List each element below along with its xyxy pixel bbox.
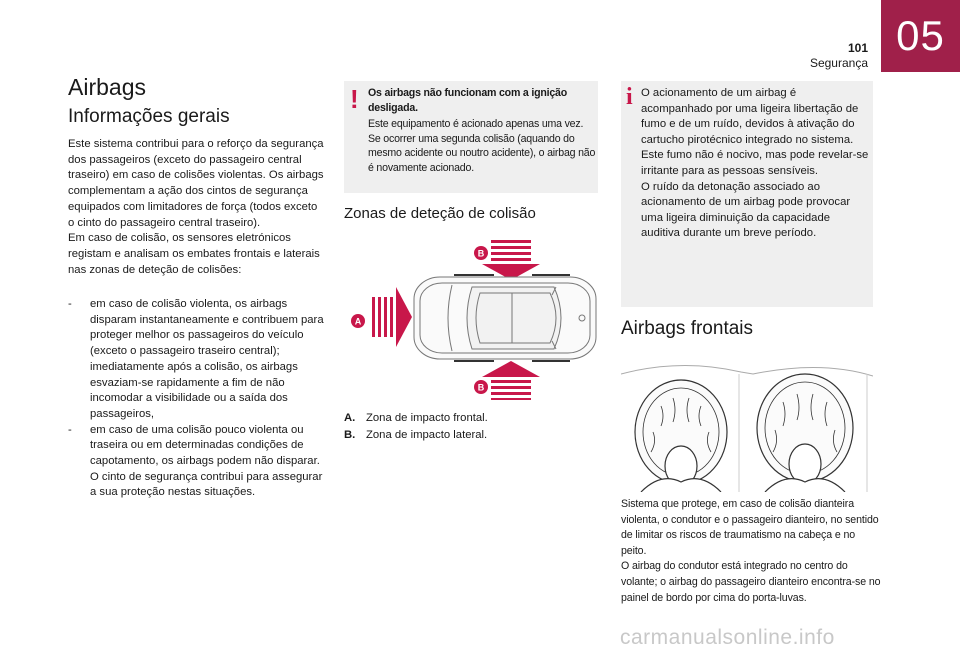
page-number: 101: [847, 41, 868, 55]
legend-item: A. Zona de impacto frontal.: [344, 412, 488, 424]
bullet-dash: -: [68, 423, 72, 436]
intro-text: [68, 137, 324, 278]
lateral-impact-arrow-bottom: [482, 361, 540, 400]
frontal-paragraph: O airbag do condutor está integrado no centro do volante; o airbag do passageiro dianteiro encontra-se no painel de bordo por cima do porta-luvas.: [621, 560, 881, 604]
zones-legend: [344, 410, 488, 444]
label-badge-b-top: [474, 246, 488, 260]
info-icon: i: [626, 84, 633, 110]
warning-title: Os airbags não funcionam com a ignição desligada.: [368, 87, 568, 114]
badge-letter: B: [477, 382, 485, 393]
label-badge-b-bottom: [474, 380, 488, 394]
page-title: Airbags: [68, 74, 146, 100]
intro-paragraph: Em caso de colisão, os sensores eletrónicos registam e analisam os embates frontais e laterais nas zonas de deteção de colisões:: [68, 232, 320, 276]
legend-item: B. Zona de impacto lateral.: [344, 429, 488, 441]
intro-paragraph: Este sistema contribui para o reforço da segurança dos passageiros (exceto do passageiro central traseiro) em caso de colisões violentas. Os airbags complementam a ação dos cintos de segurança equipados com limitadores de força (todos exceto o cinto do passageiro central traseiro).: [68, 138, 324, 229]
frontal-impact-arrow: [372, 287, 412, 347]
chapter-tab: 05: [881, 0, 960, 72]
list-item-text: em caso de uma colisão pouco violenta ou traseira ou em determinadas condições de capotamento, os airbags podem não disparar. O cinto de segurança contribui para assegurar a sua proteção nestas situações.: [90, 423, 323, 499]
frontal-airbags-title: Airbags frontais: [621, 318, 754, 339]
info-text: [641, 86, 869, 242]
frontal-airbags-text: [621, 497, 881, 606]
collision-zones-figure: [344, 235, 598, 400]
frontal-paragraph: Sistema que protege, em caso de colisão dianteira violenta, o condutor e o passageiro dianteiro, no sentido de limitar os riscos de traumatismo na cabeça e no peito.: [621, 498, 879, 557]
section-name: Segurança: [809, 56, 868, 70]
info-paragraph: Este fumo não é nocivo, mas pode revelar-se irritante para as pessoas sensíveis.: [641, 149, 869, 177]
car-top-view: [414, 275, 596, 361]
info-paragraph: O ruído da detonação associado ao acionamento de um airbag pode provocar uma ligeira diminuição da capacidade auditiva durante um breve período.: [641, 180, 851, 240]
list-item: [68, 423, 324, 502]
frontal-airbags-figure: [621, 354, 873, 492]
list-item: [68, 297, 324, 423]
watermark: carmanualsonline.info: [620, 626, 835, 649]
bullet-list: [68, 297, 324, 501]
badge-letter: B: [477, 248, 485, 259]
warning-text: Este equipamento é acionado apenas uma vez. Se ocorrer uma segunda colisão (aquando do mesmo acidente ou noutro acidente), o airbag não é novamente acionado.: [368, 118, 596, 174]
label-badge-a: [351, 314, 365, 328]
warning-icon: !: [350, 84, 359, 114]
bullet-dash: -: [68, 298, 72, 310]
info-paragraph: O acionamento de um airbag é acompanhado por uma ligeira libertação de fumo e de um ruído, devidos à ativação do cartucho pirotécnico integrado no sistema.: [641, 87, 859, 146]
badge-letter: A: [354, 316, 362, 327]
section-subtitle: Informações gerais: [68, 106, 230, 127]
zones-title: Zonas de deteção de colisão: [344, 205, 536, 222]
list-item-text: em caso de colisão violenta, os airbags disparam instantaneamente e contribuem para proteger melhor os passageiros do veículo (exceto o passageiro traseiro central); imediatamente após a colisão, os airbags esvaziam-se rapidamente a fim de não incomodar a visibilidade ou a saída dos passageiros,: [90, 298, 324, 420]
